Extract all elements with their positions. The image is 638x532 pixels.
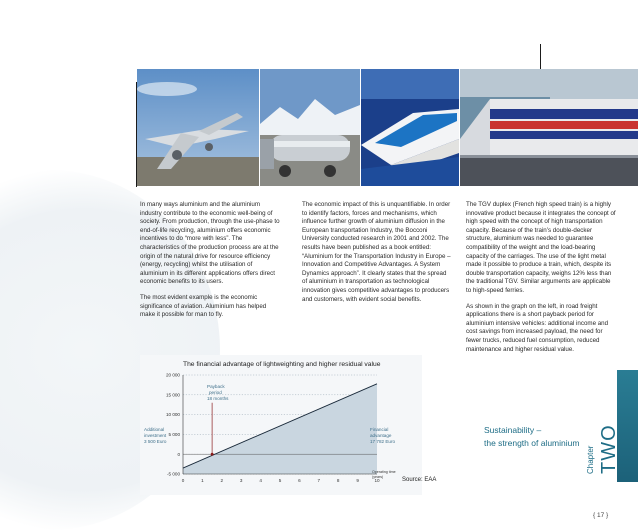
advantage-label-1: Financial: [370, 427, 389, 432]
text-column-1: [140, 201, 280, 327]
y-tick-label-1: 15 000: [165, 392, 180, 398]
ferry-photo: [361, 69, 459, 186]
tgv-train-photo: [460, 69, 638, 186]
payback-point: [211, 453, 214, 456]
y-tick-label-2: 10 000: [165, 412, 180, 418]
x-tick-label-5: 5: [278, 478, 282, 483]
y-tick-label-5: -5 000: [166, 471, 180, 477]
x-tick-label-8: 8: [336, 478, 340, 483]
financial-advantage-chart: [140, 368, 422, 490]
chapter-number: TWO: [598, 424, 620, 474]
investment-label-1: Additional: [144, 427, 165, 432]
payback-label-1: Payback: [207, 384, 225, 389]
chapter-label: Chapter: [586, 445, 595, 474]
col1-paragraph-1: In many ways aluminium and the aluminium industry contribute to the economic well-being of society. From production, through the use-phase to end-of-life recycling, aluminium offers economic incentives to do “more with less”. The characteristics of the production process are at the origin of the natural drive for resource efficiency (energy, recycling) whilst the utilisation of aluminium in its different applications offers direct economic benefits to its users.: [140, 201, 280, 286]
col2-paragraph-1: The economic impact of this is unquantifiable. In order to identify factors, forces and mechanisms, which influence further growth of aluminium diffusion in the European transportation Industry, the Bocconi University conducted research in 2001 and 2002. The results have been published as a book entitled: “Aluminium for the Transportation Industry in Europe – Innovation and Competitive Advantages. A System Dynamics approach”. It clearly states that the spread of aluminium in transportation as technological innovation gives competitive advantages to producers and customers, with evident social benefits.: [302, 201, 451, 303]
text-column-3: [466, 201, 616, 361]
investment-label-3: 3 500 Euro: [144, 439, 167, 444]
x-tick-label-10: 10: [374, 478, 380, 483]
section-title: [484, 424, 579, 450]
chart-title: The financial advantage of lightweighting and higher residual value: [183, 361, 381, 368]
payback-label-2: period: [209, 390, 222, 395]
y-tick-label-0: 20 000: [165, 372, 180, 378]
investment-label-2: investment: [144, 433, 167, 438]
airplane-photo: [137, 69, 259, 186]
x-tick-label-9: 9: [356, 478, 359, 483]
x-tick-label-3: 3: [239, 478, 243, 483]
advantage-label-2: advantage: [370, 433, 392, 438]
x-tick-label-7: 7: [317, 478, 321, 483]
x-axis-label-1: Operating time: [372, 470, 396, 474]
section-title-line-1: Sustainability –: [484, 425, 542, 435]
payback-label-3: 18 months: [207, 396, 229, 401]
col3-paragraph-2: As shown in the graph on the left, in road freight applications there is a short payback period for aluminium intensive vehicles: additional income and cost savings from increased payload, the need for fewer trucks, reduced fuel consumption, reduced maintenance and higher residual value.: [466, 302, 609, 353]
tanker-truck-photo: [260, 69, 360, 186]
x-tick-label-1: 1: [201, 478, 204, 483]
col3-paragraph-1: The TGV duplex (French high speed train) is a highly innovative product because it integrates the concept of high speed with the concept of high transportation capacity. Because of the train’s double-decker structure, aluminium was needed to guarantee compatibility of the weight and the load-bearing capacity of the carriages. The use of the light metal made it possible to produce a train, which, despite its double transportation capacity, weighs 12% less than the traditional TGV. Similar arguments are applicable to high-speed ferries.: [466, 201, 616, 294]
y-tick-label-3: 5 000: [168, 432, 180, 437]
x-tick-label-4: 4: [259, 478, 262, 483]
x-tick-label-2: 2: [220, 478, 224, 483]
page-number: { 17 }: [593, 512, 609, 519]
chart-source: Source: EAA: [402, 477, 437, 483]
text-column-2: [302, 201, 452, 311]
x-tick-label-0: 0: [181, 478, 185, 483]
x-axis-label-2: (years): [372, 475, 384, 479]
section-title-line-2: the strength of aluminium: [484, 438, 580, 448]
col1-paragraph-2: The most evident example is the economic significance of aviation. Aluminium has helped make it possible for man to fly.: [140, 293, 267, 319]
x-tick-label-6: 6: [298, 478, 301, 483]
advantage-label-3: 17 782 Euro: [370, 439, 396, 444]
y-tick-label-4: 0: [177, 451, 180, 457]
